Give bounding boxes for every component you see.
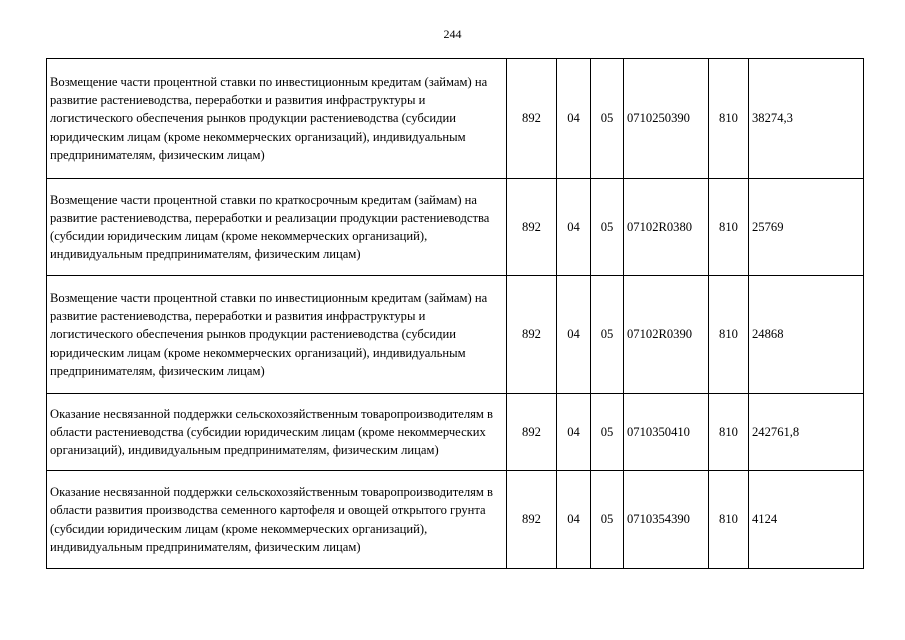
row-grbs-code: 892 bbox=[507, 471, 557, 569]
row-grbs-code: 892 bbox=[507, 394, 557, 471]
row-description: Оказание несвязанной поддержки сельскохозяйственным товаропроизводителям в области развития производства семенного картофеля и овощей открытого грунта (субсидии юридическим лицам (кроме некоммерческих организаций), индивидуальным предпринимателям, физическим лицам) bbox=[47, 471, 507, 569]
row-expense-type-code: 810 bbox=[709, 59, 749, 179]
row-description: Возмещение части процентной ставки по краткосрочным кредитам (займам) на развитие растениеводства, переработки и реализации продукции растениеводства (субсидии юридическим лицам (кроме некоммерческих организаций), индивидуальным предпринимателям, физическим лицам) bbox=[47, 179, 507, 276]
row-amount: 25769 bbox=[749, 179, 864, 276]
row-subsection-code: 05 bbox=[591, 471, 624, 569]
table-row bbox=[47, 179, 864, 276]
row-subsection-code: 05 bbox=[591, 179, 624, 276]
table-row bbox=[47, 276, 864, 394]
row-target-article-code: 07102R0390 bbox=[624, 276, 709, 394]
row-amount: 4124 bbox=[749, 471, 864, 569]
row-grbs-code: 892 bbox=[507, 59, 557, 179]
page-number: 244 bbox=[443, 27, 462, 41]
row-expense-type-code: 810 bbox=[709, 276, 749, 394]
row-expense-type-code: 810 bbox=[709, 394, 749, 471]
row-amount: 242761,8 bbox=[749, 394, 864, 471]
row-description: Возмещение части процентной ставки по инвестиционным кредитам (займам) на развитие растениеводства, переработки и развития инфраструктуры и логистического обеспечения рынков продукции растениеводства (субсидии юридическим лицам (кроме некоммерческих организаций), индивидуальным предпринимателям, физическим лицам) bbox=[47, 59, 507, 179]
row-amount: 38274,3 bbox=[749, 59, 864, 179]
row-section-code: 04 bbox=[557, 394, 591, 471]
row-target-article-code: 07102R0380 bbox=[624, 179, 709, 276]
row-description: Оказание несвязанной поддержки сельскохозяйственным товаропроизводителям в области растениеводства (субсидии юридическим лицам (кроме некоммерческих организаций), индивидуальным предпринимателям, физическим лицам) bbox=[47, 394, 507, 471]
row-grbs-code: 892 bbox=[507, 276, 557, 394]
row-grbs-code: 892 bbox=[507, 179, 557, 276]
budget-table bbox=[46, 58, 864, 569]
row-section-code: 04 bbox=[557, 179, 591, 276]
row-target-article-code: 0710250390 bbox=[624, 59, 709, 179]
row-section-code: 04 bbox=[557, 59, 591, 179]
table-row bbox=[47, 59, 864, 179]
row-amount: 24868 bbox=[749, 276, 864, 394]
row-expense-type-code: 810 bbox=[709, 471, 749, 569]
row-expense-type-code: 810 bbox=[709, 179, 749, 276]
row-section-code: 04 bbox=[557, 471, 591, 569]
row-subsection-code: 05 bbox=[591, 394, 624, 471]
row-target-article-code: 0710350410 bbox=[624, 394, 709, 471]
row-subsection-code: 05 bbox=[591, 59, 624, 179]
row-section-code: 04 bbox=[557, 276, 591, 394]
table-row bbox=[47, 394, 864, 471]
table-row bbox=[47, 471, 864, 569]
row-subsection-code: 05 bbox=[591, 276, 624, 394]
row-target-article-code: 0710354390 bbox=[624, 471, 709, 569]
row-description: Возмещение части процентной ставки по инвестиционным кредитам (займам) на развитие растениеводства, переработки и развития инфраструктуры и логистического обеспечения рынков продукции растениеводства (субсидии юридическим лицам (кроме некоммерческих организаций), индивидуальным предпринимателям, физическим лицам) bbox=[47, 276, 507, 394]
